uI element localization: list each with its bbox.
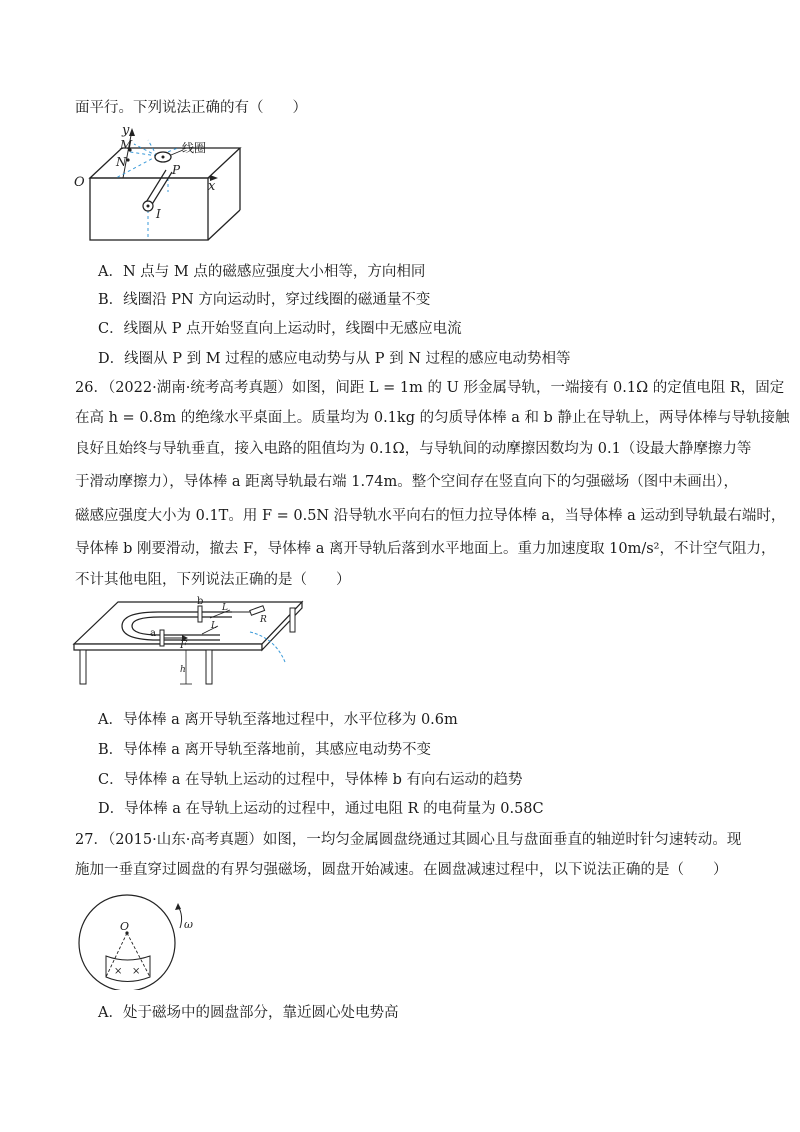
q26-line-3: 良好且始终与导轨垂直，接入电路的阻值均为 0.1Ω，与导轨间的动摩擦因数均为 0.1（设最大静摩擦力等 bbox=[75, 441, 752, 457]
q26-option-a: A．导体棒 a 离开导轨至落地过程中，水平位移为 0.6m bbox=[98, 712, 458, 728]
field-x-2: × bbox=[132, 966, 141, 977]
q25-intro: 面平行。下列说法正确的有（ ） bbox=[75, 100, 307, 116]
label-b: b bbox=[197, 596, 204, 607]
q26-line-1: 26．（2022·湖南·统考高考真题）如图，间距 L = 1m 的 U 形金属导轨，一端接有 0.1Ω 的定值电阻 R，固定 bbox=[75, 380, 785, 396]
table-leg-1 bbox=[80, 650, 86, 684]
q26-line-4: 于滑动摩擦力），导体棒 a 距离导轨最右端 1.74m。整个空间存在竖直向下的匀强磁场（图中未画出）， bbox=[75, 474, 739, 490]
label-O: O bbox=[120, 920, 130, 933]
q27-option-a: A．处于磁场中的圆盘部分，靠近圆心处电势高 bbox=[98, 1005, 399, 1021]
point-N bbox=[126, 158, 129, 161]
label-L1: L bbox=[222, 603, 228, 613]
q26-figure bbox=[70, 592, 310, 694]
label-x: x bbox=[208, 179, 216, 194]
field-x-1: × bbox=[114, 966, 123, 977]
table-leg-3 bbox=[290, 608, 295, 632]
q27-line-1: 27．（2015·山东·高考真题）如图，一均匀金属圆盘绕通过其圆心且与盘面垂直的轴逆时针匀速转动。现 bbox=[75, 832, 742, 848]
table-leg-2 bbox=[206, 650, 212, 684]
label-F: F bbox=[180, 640, 187, 651]
label-a: a bbox=[150, 628, 156, 639]
label-R: R bbox=[260, 615, 267, 625]
rod-a bbox=[160, 630, 164, 646]
q25-option-b: B．线圈沿 PN 方向运动时，穿过线圈的磁通量不变 bbox=[98, 292, 431, 308]
label-h: h bbox=[180, 665, 186, 675]
label-N: N bbox=[116, 155, 127, 169]
q26-option-d: D．导体棒 a 在导轨上运动的过程中，通过电阻 R 的电荷量为 0.58C bbox=[98, 801, 544, 817]
q26-line-6: 导体棒 b 刚要滑动，撤去 F，导体棒 a 离开导轨后落到水平地面上。重力加速度取 10m/s²，不计空气阻力， bbox=[75, 541, 776, 557]
label-y: y bbox=[122, 123, 130, 138]
y-arrow bbox=[129, 128, 135, 136]
label-coil: 线圈 bbox=[182, 141, 207, 155]
q26-line-5: 磁感应强度大小为 0.1T。用 F = 0.5N 沿导轨水平向右的恒力拉导体棒 a，当导体棒 a 运动到导轨最右端时， bbox=[75, 508, 786, 524]
q26-line-7: 不计其他电阻，下列说法正确的是（ ） bbox=[75, 572, 351, 588]
label-P: P bbox=[172, 163, 181, 177]
q27-figure bbox=[70, 888, 200, 990]
box-side-bottom bbox=[208, 210, 240, 240]
label-O: O bbox=[74, 175, 85, 190]
q26-line-2: 在高 h = 0.8m 的绝缘水平桌面上。质量均为 0.1kg 的匀质导体棒 a 和 b 静止在导轨上，两导体棒与导轨接触 bbox=[75, 410, 790, 426]
field-region bbox=[106, 956, 150, 982]
q27-line-2: 施加一垂直穿过圆盘的有界匀强磁场，圆盘开始减速。在圆盘减速过程中，以下说法正确的是（ ） bbox=[75, 862, 728, 878]
q25-figure bbox=[68, 118, 248, 248]
disk bbox=[79, 895, 175, 990]
q25-option-c: C．线圈从 P 点开始竖直向上运动时，线圈中无感应电流 bbox=[98, 321, 462, 337]
label-I: I bbox=[156, 207, 161, 221]
label-M: M bbox=[120, 138, 133, 152]
q26-option-c: C．导体棒 a 在导轨上运动的过程中，导体棒 b 有向右运动的趋势 bbox=[98, 772, 523, 788]
q26-option-b: B．导体棒 a 离开导轨至落地前，其感应电动势不变 bbox=[98, 742, 432, 758]
table-edge bbox=[74, 644, 262, 650]
label-L2: L bbox=[211, 621, 217, 631]
q25-option-a: A．N 点与 M 点的磁感应强度大小相等，方向相同 bbox=[98, 264, 426, 280]
dash-2 bbox=[130, 152, 157, 156]
q25-option-d: D．线圈从 P 到 M 过程的感应电动势与从 P 到 N 过程的感应电动势相等 bbox=[98, 351, 571, 367]
label-omega: ω bbox=[184, 918, 193, 931]
rod-b bbox=[198, 606, 202, 622]
